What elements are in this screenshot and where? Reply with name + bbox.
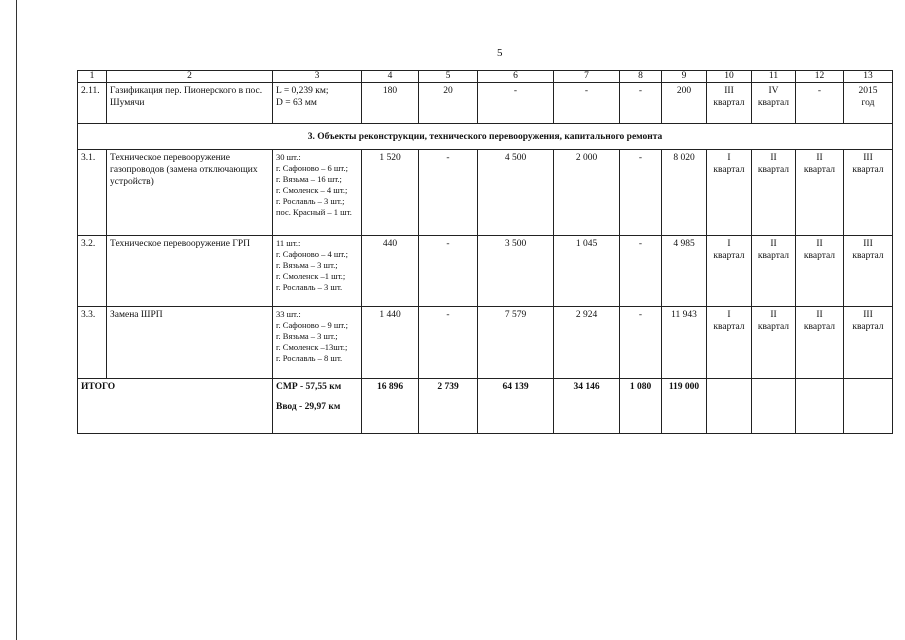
period-cell [752,236,796,307]
period-cell [796,150,844,236]
period-word: квартал [852,251,884,261]
param-line: г. Рославль – 3 шт.; [276,196,345,206]
param-line: 11 шт.: [276,238,301,248]
header-cell: 1 [78,71,107,83]
period-cell [752,307,796,379]
period-numeral: IV [768,86,779,96]
header-cell: 2 [107,71,273,83]
total-param-line: Ввод - 29,97 км [276,402,341,412]
period-numeral: I [727,239,731,249]
total-param-line: СМР - 57,55 км [276,382,342,392]
param-line: г. Смоленск –13шт.; [276,342,348,352]
total-value: 1 080 [620,379,662,434]
total-label: ИТОГО [78,379,273,434]
header-cell: 6 [478,71,554,83]
section-title: 3. Объекты реконструкции, технического перевооружения, капитального ремонта [78,124,893,150]
value-cell: 1 440 [362,307,419,379]
value-cell: - [554,83,620,124]
period-numeral: II [816,153,823,163]
param-line: г. Сафоново – 9 шт.; [276,320,348,330]
param-line: г. Сафоново – 4 шт.; [276,249,348,259]
param-line: г. Рославль – 3 шт. [276,282,343,292]
param-line: г. Рославль – 8 шт. [276,353,343,363]
period-word: квартал [757,251,790,261]
value-cell: - [419,307,478,379]
object-params [273,150,362,236]
header-cell: 7 [554,71,620,83]
param-line: г. Вязьма – 3 шт.; [276,331,338,341]
period-word: квартал [757,322,790,332]
param-line: г. Смоленск – 4 шт.; [276,185,348,195]
param-line: г. Вязьма – 3 шт.; [276,260,338,270]
object-params [273,83,362,124]
page-margin-rule [16,0,17,640]
period-word: квартал [803,165,836,175]
period-cell [796,236,844,307]
value-cell: 2 924 [554,307,620,379]
value-cell: - [419,236,478,307]
value-cell: 440 [362,236,419,307]
period-numeral: I [727,310,731,320]
value-cell: 200 [662,83,707,124]
value-cell: - [478,83,554,124]
period-numeral: II [770,239,777,249]
param-line: 30 шт.: [276,152,301,162]
period-cell [844,83,893,124]
period-word: квартал [713,165,745,175]
period-word: квартал [803,251,836,261]
period-numeral: III [863,239,873,249]
section-header-row [78,124,893,150]
page-number: 5 [497,47,503,59]
period-numeral: I [727,153,731,163]
header-cell: 12 [796,71,844,83]
header-cell: 3 [273,71,362,83]
value-cell: 1 520 [362,150,419,236]
value-cell: 1 045 [554,236,620,307]
total-row [78,379,893,434]
row-number: 2.11. [78,83,107,124]
value-cell: 11 943 [662,307,707,379]
period-word: квартал [713,322,745,332]
param-line: пос. Красный – 1 шт. [276,207,352,217]
period-numeral: 2015 [858,86,878,96]
value-cell: - [620,307,662,379]
period-cell [707,83,752,124]
header-cell: 10 [707,71,752,83]
header-cell: 8 [620,71,662,83]
value-cell: - [620,236,662,307]
value-cell: 8 020 [662,150,707,236]
value-cell: - [620,83,662,124]
total-value: 2 739 [419,379,478,434]
period-numeral: III [863,153,873,163]
total-params [273,379,362,434]
object-name: Техническое перевооружение ГРП [107,236,273,307]
period-numeral: II [816,239,823,249]
investment-program-table [77,70,893,434]
param-line: D = 63 мм [276,98,317,108]
object-name: Замена ШРП [107,307,273,379]
value-cell: 3 500 [478,236,554,307]
period-cell [844,307,893,379]
period-word: квартал [757,165,790,175]
param-line: L = 0,239 км; [276,86,329,96]
value-cell: - [796,83,844,124]
period-cell [796,307,844,379]
value-cell: 4 985 [662,236,707,307]
period-numeral: III [724,86,734,96]
param-line: г. Вязьма – 16 шт.; [276,174,342,184]
period-cell [844,150,893,236]
period-numeral: III [863,310,873,320]
value-cell: - [419,150,478,236]
table-row [78,236,893,307]
total-value: 119 000 [662,379,707,434]
param-line: г. Сафоново – 6 шт.; [276,163,348,173]
period-word: год [861,98,875,108]
value-cell: 20 [419,83,478,124]
value-cell: 2 000 [554,150,620,236]
period-numeral: II [816,310,823,320]
param-line: 33 шт.: [276,309,301,319]
header-row [78,71,893,83]
period-word: квартал [713,251,745,261]
header-cell: 9 [662,71,707,83]
period-word: квартал [803,322,836,332]
period-cell [707,307,752,379]
header-cell: 4 [362,71,419,83]
period-word: квартал [757,98,790,108]
header-cell: 13 [844,71,893,83]
period-cell [707,236,752,307]
total-value: 64 139 [478,379,554,434]
param-line: г. Смоленск –1 шт.; [276,271,346,281]
period-word: квартал [852,322,884,332]
period-word: квартал [713,98,745,108]
empty-cell [796,379,844,434]
row-number: 3.1. [78,150,107,236]
empty-cell [707,379,752,434]
empty-cell [844,379,893,434]
header-cell: 11 [752,71,796,83]
table-row [78,150,893,236]
table-row [78,83,893,124]
object-params [273,307,362,379]
value-cell: 7 579 [478,307,554,379]
value-cell: - [620,150,662,236]
object-name: Техническое перевооружение газопроводов (замена отключающих устройств) [107,150,273,236]
period-cell [752,83,796,124]
object-params [273,236,362,307]
total-value: 16 896 [362,379,419,434]
period-word: квартал [852,165,884,175]
period-cell [707,150,752,236]
total-value: 34 146 [554,379,620,434]
period-numeral: II [770,310,777,320]
value-cell: 4 500 [478,150,554,236]
period-cell [844,236,893,307]
row-number: 3.3. [78,307,107,379]
value-cell: 180 [362,83,419,124]
row-number: 3.2. [78,236,107,307]
header-cell: 5 [419,71,478,83]
object-name: Газификация пер. Пионерского в пос. Шумячи [107,83,273,124]
period-numeral: II [770,153,777,163]
period-cell [752,150,796,236]
empty-cell [752,379,796,434]
table-row [78,307,893,379]
